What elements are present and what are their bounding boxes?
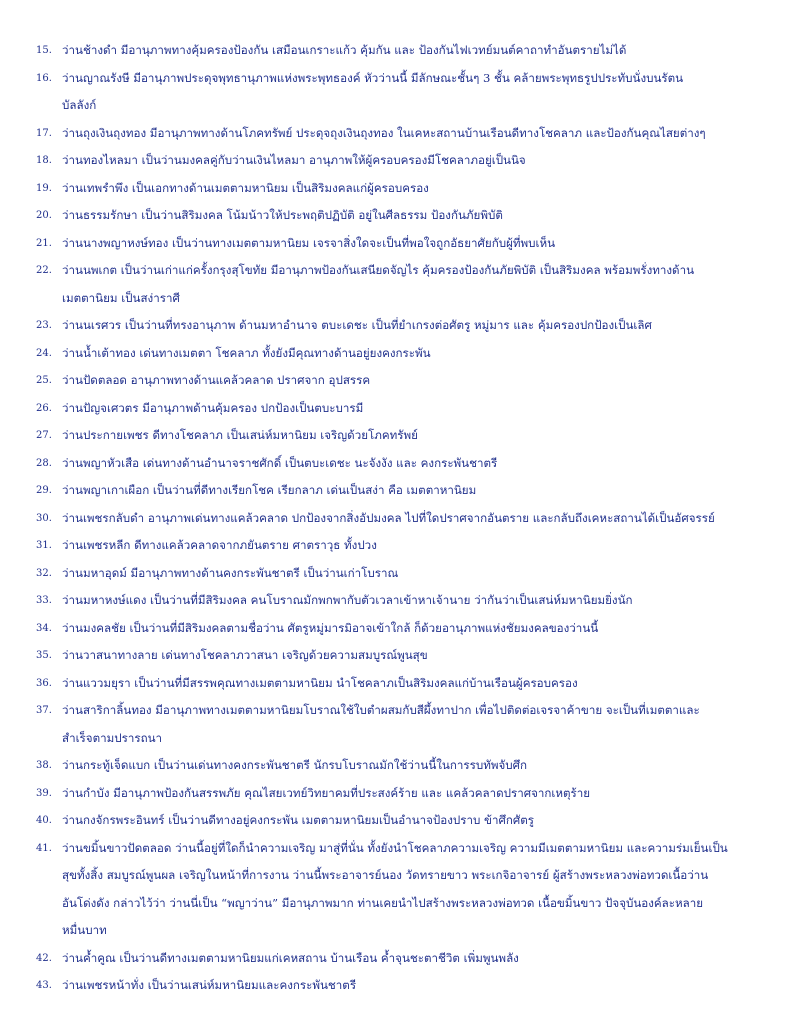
item-line: ว่านมหาอุดม์ มีอานุภาพทางด้านคงกระพันชาตรี เป็นว่านเก่าโบราณ — [62, 565, 399, 580]
item-line: ว่านพญาเกาเผือก เป็นว่านที่ดีทางเรียกโชค เรียกลาภ เด่นเป็นสง่า คือ เมตตาหานิยม — [62, 483, 477, 497]
item-number: 19. — [36, 182, 52, 194]
item-text — [62, 697, 700, 752]
item-line: สุขทั้งสิ้ง สมบูรณ์พูนผล เจริญในหน้าที่การงาน ว่านนี้พระอาจารย์นอง วัดทรายขาว พระเกจิอาจารย์ ผู้สร้างพระหลวงพ่อทวดเนื้อว่าน — [62, 868, 709, 882]
item-number: 31. — [36, 540, 52, 551]
item-line: ว่านขมิ้นขาวปัดตลอด ว่านนี้อยู่ที่ใดก็นำความเจริญ มาสู่ที่นั่น ทั้งยังนำโชคลาภความเจริญ ความมีเมตตามหานิยม และความร่มเย็นเป็น — [62, 840, 728, 855]
list-item — [36, 422, 770, 450]
item-line: เมตตานิยม เป็นสง่าราศี — [62, 290, 180, 305]
item-text — [62, 670, 578, 698]
item-number: 34. — [36, 622, 52, 634]
item-line: ว่านมหาหงษ์แดง เป็นว่านที่มีสิริมงคล คนโบราณมักพกพากับตัวเวลาเข้าหาเจ้านาย ว่ากันว่าเป็นเสน่ห์มหานิยมยิ่งนัก — [62, 593, 633, 607]
list-item — [36, 395, 770, 423]
list-item — [36, 752, 770, 780]
item-number: 27. — [36, 430, 52, 441]
item-number: 28. — [36, 457, 52, 469]
list-item — [36, 807, 770, 835]
item-number: 18. — [36, 155, 52, 166]
item-line: สำเร็จตามปรารถนา — [62, 730, 163, 745]
item-line: ว่านปัดตลอด อานุภาพทางด้านแคล้วคลาด ปราศจาก อุปสรรค — [62, 373, 371, 387]
item-text — [62, 340, 431, 368]
list-item — [36, 450, 770, 478]
item-number: 36. — [36, 677, 52, 689]
item-text — [62, 615, 598, 643]
item-line: ว่านธรรมรักษา เป็นว่านสิริมงคล โน้มน้าวให้ประพฤติปฏิบัติ อยู่ในศีลธรรม ป้องกันภัยพิบัติ — [62, 208, 503, 222]
item-number: 42. — [36, 952, 52, 964]
item-text — [62, 945, 519, 973]
list-item — [36, 147, 770, 175]
list-item — [36, 670, 770, 698]
item-text — [62, 450, 497, 478]
list-item — [36, 477, 770, 505]
item-line: ว่านกระทู้เจ็ดแบก เป็นว่านเด่นทางคงกระพันชาตรี นักรบโบราณมักใช้ว่านนี้ในการรบทัพจับศึก — [62, 758, 528, 772]
item-line: ว่านวาสนาทางลาย เด่นทางโชคลาภวาสนา เจริญด้วยความสมบูรณ์พูนสุข — [62, 648, 428, 662]
list-item — [36, 340, 770, 368]
item-line: ว่านค้ำคูณ เป็นว่านดีทางเมตตามหานิยมแก่เคหสถาน บ้านเรือน ค้ำจุนชะตาชีวิต เพิ่มพูนพลัง — [62, 950, 519, 965]
item-number: 23. — [36, 320, 52, 331]
list-item — [36, 587, 770, 615]
item-text — [62, 257, 694, 312]
list-item — [36, 835, 770, 945]
item-text — [62, 312, 652, 340]
list-item — [36, 972, 770, 1000]
item-number: 43. — [36, 980, 52, 991]
item-line: อันโด่งดัง กล่าวไว้ว่า ว่านนี่เป็น “พญาว่าน” มีอานุภาพมาก ท่านเคยนำไปสร้างพระหลวงพ่อทวด เนื้อขมิ้นขาว ปัจจุบันองค์ละหลาย — [62, 895, 704, 910]
item-text — [62, 395, 363, 423]
item-line: ว่านเพชรหลีก ดีทางแคล้วคลาดจากภยันตราย ศาตราวุธ ทั้งปวง — [62, 538, 377, 552]
item-line: ว่านนเรศวร เป็นว่านที่ทรงอานุภาพ ด้านมหาอำนาจ ตบะเดชะ เป็นที่ยำเกรงต่อศัตรู หมู่มาร และ คุ้มครองปกป้องเป็นเลิศ — [62, 318, 652, 332]
item-line: ว่านถุงเงินถุงทอง มีอานุภาพทางด้านโภคทรัพย์ ประดุจถุงเงินถุงทอง ในเคหะสถานบ้านเรือนดีทางโชคลาภ และป้องกันคุณไสยต่างๆ — [62, 125, 706, 140]
item-line: ว่านสาริกาลิ้นทอง มีอานุภาพทางเมตตามหานิยมโบราณใช้ใบตำผสมกับสีผึ้งทาปาก เพื่อไปติดต่อเจรจาค้าขาย จะเป็นที่เมตตาและ — [62, 703, 700, 717]
item-text — [62, 807, 534, 835]
item-number: 17. — [36, 127, 52, 139]
list-item — [36, 175, 770, 203]
item-line: ว่านกงจักรพระอินทร์ เป็นว่านดีทางอยู่คงกระพัน เมตตามหานิยมเป็นอำนาจป้องปราบ ข้าศึกศัตรู — [62, 813, 534, 827]
item-number: 26. — [36, 402, 52, 414]
list-item — [36, 945, 770, 973]
item-text — [62, 835, 728, 945]
item-number: 15. — [36, 45, 52, 56]
item-number: 20. — [36, 210, 52, 221]
herb-list — [36, 37, 770, 1000]
list-item — [36, 202, 770, 230]
item-line: ว่านช้างดำ มีอานุภาพทางคุ้มครองป้องกัน เสมือนเกราะแก้ว คุ้มกัน และ ป้องกันไฟเวทย์มนต์คาถาทำอันตรายไม่ได้ — [62, 43, 627, 57]
list-item — [36, 780, 770, 808]
list-item — [36, 697, 770, 752]
item-text — [62, 477, 476, 505]
item-number: 21. — [36, 237, 52, 249]
item-text — [62, 367, 370, 395]
item-text — [62, 422, 418, 450]
item-text — [62, 532, 377, 560]
item-text — [62, 175, 429, 203]
list-item — [36, 257, 770, 312]
item-number: 41. — [36, 842, 52, 854]
item-line: ว่านน้ำเต้าทอง เด่นทางเมตตา โชคลาภ ทั้งยังมีคุณทางด้านอยู่ยงคงกระพัน — [62, 345, 431, 360]
item-number: 30. — [36, 512, 52, 524]
item-line: ว่านปัญจเศวตร มีอานุภาพด้านคุ้มครอง ปกป้องเป็นตบะบารมี — [62, 400, 364, 415]
item-number: 38. — [36, 760, 52, 771]
item-line: ว่านญาณรังษี มีอานุภาพประดุจพุทธานุภาพแห่งพระพุทธองค์ หัวว่านนี้ มีลักษณะชั้นๆ 3 ชั้น คล้ายพระพุทธรูปประทับนั่งบนรัตน — [62, 70, 684, 85]
item-text — [62, 642, 428, 670]
item-line: ว่านเทพรำพึง เป็นเอกทางด้านเมตตามหานิยม เป็นสิริมงคลแก่ผู้ครอบครอง — [62, 180, 429, 195]
item-line: ว่านนางพญาหงษ์ทอง เป็นว่านทางเมตตามหานิยม เจรจาสิ่งใดจะเป็นที่พอใจถูกอัธยาศัยกับผู้ที่พบเห็น — [62, 235, 556, 250]
item-line: ว่านนพเกต เป็นว่านเก่าแก่ครั้งกรุงสุโขทัย มีอานุภาพป้องกันเสนียดจัญไร คุ้มครองป้องกันภัยพิบัติ เป็นสิริมงคล พร้อมพรั่งทางด้าน — [62, 263, 695, 277]
item-line: ว่านพญาหัวเสือ เด่นทางด้านอำนาจราชศักดิ์ เป็นตบะเดชะ นะจังงัง และ คงกระพันชาตรี — [62, 455, 498, 470]
item-text — [62, 587, 633, 615]
item-text — [62, 752, 527, 780]
item-number: 24. — [36, 347, 52, 359]
item-text — [62, 505, 715, 533]
item-number: 33. — [36, 595, 52, 606]
item-number: 35. — [36, 650, 52, 661]
list-item — [36, 642, 770, 670]
list-item — [36, 65, 770, 120]
item-line: ว่านเพชรหน้าทั่ง เป็นว่านเสน่ห์มหานิยมและคงกระพันชาตรี — [62, 978, 357, 992]
item-line: ว่านแววมยุรา เป็นว่านที่มีสรรพคุณทางเมตตามหานิยม นำโชคลาภเป็นสิริมงคลแก่บ้านเรือนผู้ครอบครอง — [62, 675, 578, 690]
item-text — [62, 65, 683, 120]
item-line: ว่านประกายเพชร ดีทางโชคลาภ เป็นเสน่ห์มหานิยม เจริญด้วยโภคทรัพย์ — [62, 428, 418, 442]
list-item — [36, 560, 770, 588]
list-item — [36, 120, 770, 148]
list-item — [36, 505, 770, 533]
item-line: หมื่นบาท — [62, 923, 107, 937]
item-text — [62, 560, 398, 588]
item-text — [62, 780, 590, 808]
item-text — [62, 147, 526, 175]
item-text — [62, 202, 503, 230]
item-line: ว่านกำบัง มีอานุภาพป้องกันสรรพภัย คุณไสยเวทย์วิทยาคมที่ประสงค์ร้าย และ แคล้วคลาดปราศจากเหตุร้าย — [62, 785, 591, 800]
item-number: 32. — [36, 567, 52, 579]
item-number: 39. — [36, 787, 52, 799]
list-item — [36, 37, 770, 65]
item-line: ว่านมงคลชัย เป็นว่านที่มีสิริมงคลตามชื่อว่าน ศัตรูหมู่มารมิอาจเข้าใกล้ ก็ด้วยอานุภาพแห่งชัยมงคลของว่านนี้ — [62, 620, 599, 635]
item-number: 16. — [36, 72, 52, 84]
list-item — [36, 615, 770, 643]
item-number: 25. — [36, 375, 52, 386]
item-number: 40. — [36, 815, 52, 826]
item-text — [62, 37, 626, 65]
list-item — [36, 230, 770, 258]
item-number: 29. — [36, 485, 52, 496]
item-line: ว่านเพชรกลับดำ อานุภาพเด่นทางแคล้วคลาด ปกป้องจากสิ่งอัปมงคล ไปที่ใดปราศจากอันตราย และกลับถึงเคหะสถานได้เป็นอัศจรรย์ — [62, 510, 715, 525]
item-number: 22. — [36, 265, 52, 276]
item-text — [62, 972, 356, 1000]
list-item — [36, 532, 770, 560]
item-text — [62, 230, 555, 258]
item-number: 37. — [36, 705, 52, 716]
list-item — [36, 367, 770, 395]
item-line: ว่านทองไหลมา เป็นว่านมงคลคู่กับว่านเงินไหลมา อานุภาพให้ผู้ครอบครองมีโชคลาภอยู่เป็นนิจ — [62, 153, 526, 167]
list-item — [36, 312, 770, 340]
item-line: บัลลังก์ — [62, 98, 97, 112]
item-text — [62, 120, 706, 148]
